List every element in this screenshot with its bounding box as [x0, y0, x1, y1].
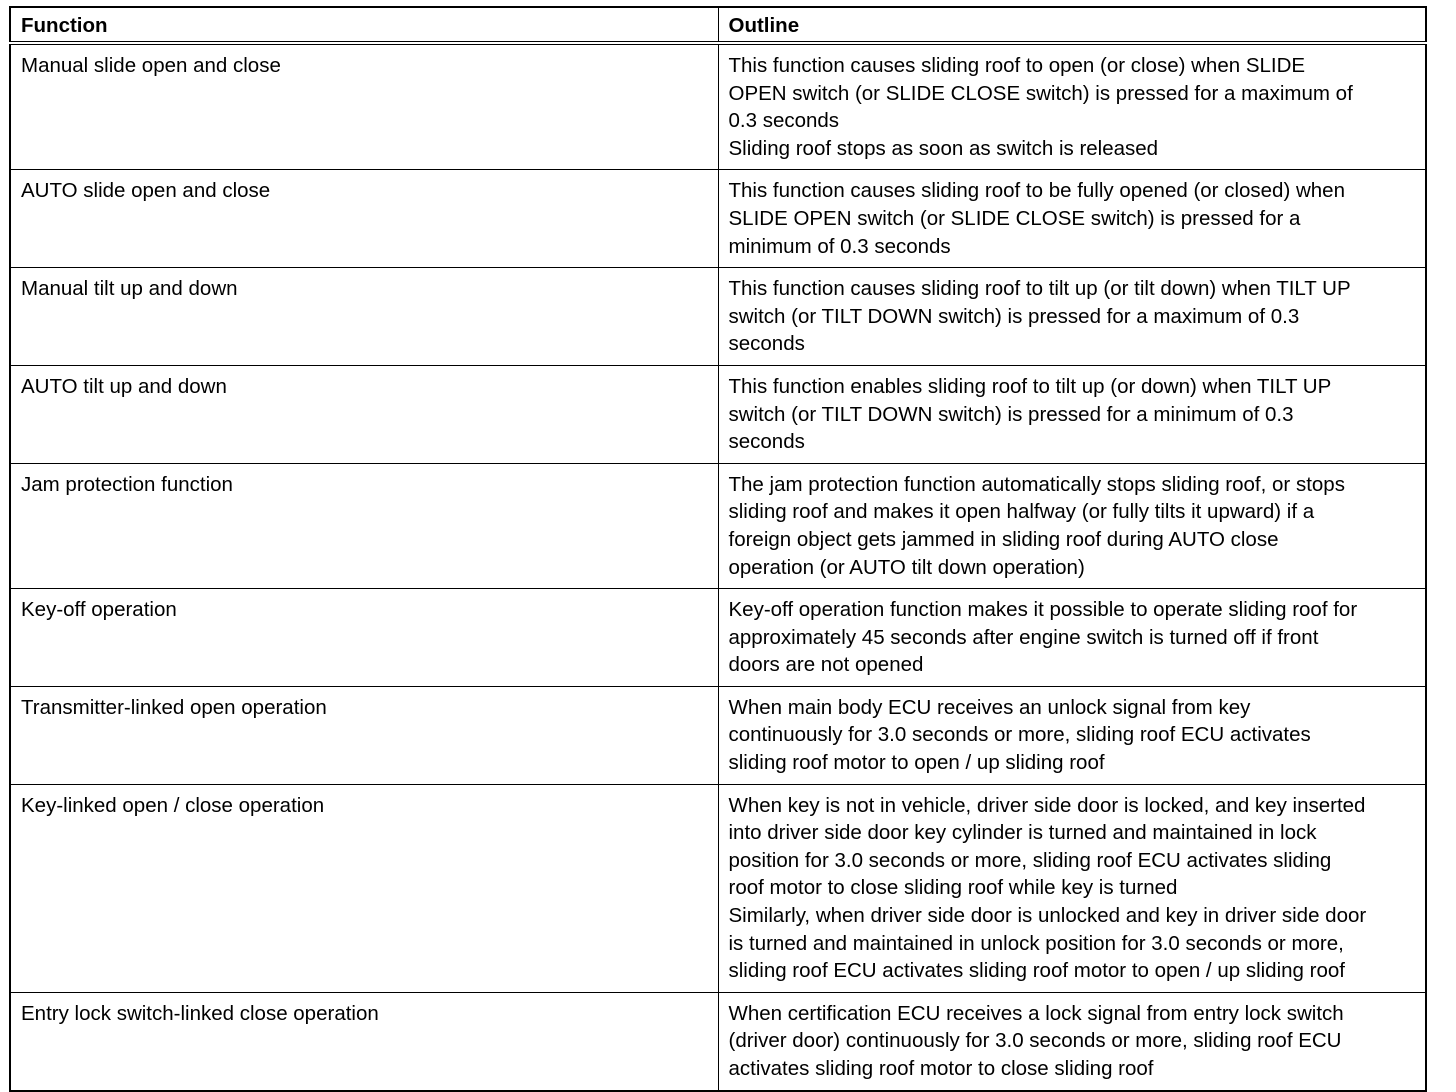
- function-cell: AUTO tilt up and down: [10, 365, 718, 463]
- outline-cell: [718, 170, 1426, 268]
- table-row: [10, 365, 1426, 463]
- outline-line: switch (or TILT DOWN switch) is pressed for a maximum of 0.3: [728, 304, 1300, 328]
- function-cell: AUTO slide open and close: [10, 170, 718, 268]
- outline-line: This function enables sliding roof to tilt up (or down) when TILT UP: [728, 374, 1332, 398]
- outline-line: switch (or TILT DOWN switch) is pressed for a minimum of 0.3: [728, 402, 1294, 426]
- outline-line: This function causes sliding roof to be fully opened (or closed) when: [728, 179, 1345, 203]
- outline-line: OPEN switch (or SLIDE CLOSE switch) is pressed for a maximum of: [728, 81, 1353, 105]
- table-row: [10, 463, 1426, 588]
- function-cell: Key-off operation: [10, 589, 718, 687]
- outline-line: The jam protection function automatically stops sliding roof, or stops: [728, 472, 1345, 496]
- outline-line: operation (or AUTO tilt down operation): [728, 555, 1085, 579]
- outline-line: SLIDE OPEN switch (or SLIDE CLOSE switch) is pressed for a: [728, 206, 1301, 230]
- outline-line: Key-off operation function makes it possible to operate sliding roof for: [728, 598, 1358, 622]
- table-body: [10, 43, 1426, 1091]
- table-row: [10, 589, 1426, 687]
- outline-line: sliding roof ECU activates sliding roof motor to open / up sliding roof: [728, 959, 1345, 983]
- function-cell: Jam protection function: [10, 463, 718, 588]
- outline-line: When certification ECU receives a lock signal from entry lock switch: [728, 1001, 1344, 1025]
- outline-line: seconds: [728, 332, 805, 356]
- outline-cell: [718, 268, 1426, 366]
- outline-line: This function causes sliding roof to tilt up (or tilt down) when TILT UP: [728, 277, 1351, 301]
- outline-cell: [718, 992, 1426, 1090]
- outline-line: minimum of 0.3 seconds: [728, 234, 951, 258]
- function-cell: Manual slide open and close: [10, 43, 718, 170]
- outline-line: activates sliding roof motor to close sliding roof: [728, 1057, 1154, 1080]
- outline-line: When key is not in vehicle, driver side door is locked, and key inserted: [728, 793, 1366, 817]
- outline-cell: [718, 43, 1426, 170]
- table-row: [10, 686, 1426, 784]
- header-function: Function: [10, 7, 718, 43]
- outline-cell: [718, 589, 1426, 687]
- outline-line: approximately 45 seconds after engine switch is turned off if front: [728, 625, 1319, 649]
- outline-line: roof motor to close sliding roof while key is turned: [728, 876, 1178, 900]
- outline-line: sliding roof motor to open / up sliding roof: [728, 751, 1105, 775]
- outline-line: is turned and maintained in unlock position for 3.0 seconds or more,: [728, 931, 1344, 955]
- outline-line: doors are not opened: [728, 653, 924, 677]
- table-row: [10, 784, 1426, 992]
- table-header-row: [10, 7, 1426, 43]
- table-row: [10, 43, 1426, 170]
- outline-line: Sliding roof stops as soon as switch is released: [728, 136, 1159, 160]
- outline-line: When main body ECU receives an unlock signal from key: [728, 695, 1251, 719]
- outline-line: This function causes sliding roof to open (or close) when SLIDE: [728, 54, 1306, 77]
- table-row: [10, 170, 1426, 268]
- function-cell: Entry lock switch-linked close operation: [10, 992, 718, 1090]
- function-outline-table: [9, 6, 1427, 1092]
- outline-cell: [718, 784, 1426, 992]
- outline-line: 0.3 seconds: [728, 109, 840, 133]
- table-row: [10, 268, 1426, 366]
- outline-line: position for 3.0 seconds or more, sliding roof ECU activates sliding: [728, 848, 1332, 872]
- outline-line: foreign object gets jammed in sliding roof during AUTO close: [728, 527, 1279, 551]
- function-cell: Transmitter-linked open operation: [10, 686, 718, 784]
- table-row: [10, 992, 1426, 1090]
- function-cell: Key-linked open / close operation: [10, 784, 718, 992]
- outline-cell: [718, 365, 1426, 463]
- outline-line: continuously for 3.0 seconds or more, sliding roof ECU activates: [728, 723, 1311, 747]
- outline-cell: [718, 686, 1426, 784]
- outline-line: (driver door) continuously for 3.0 seconds or more, sliding roof ECU: [728, 1029, 1342, 1053]
- outline-line: Similarly, when driver side door is unlocked and key in driver side door: [728, 904, 1367, 928]
- function-cell: Manual tilt up and down: [10, 268, 718, 366]
- outline-line: seconds: [728, 430, 805, 454]
- outline-cell: [718, 463, 1426, 588]
- outline-line: sliding roof and makes it open halfway (or fully tilts it upward) if a: [728, 500, 1315, 524]
- header-outline: Outline: [718, 7, 1426, 43]
- outline-line: into driver side door key cylinder is turned and maintained in lock: [728, 821, 1317, 845]
